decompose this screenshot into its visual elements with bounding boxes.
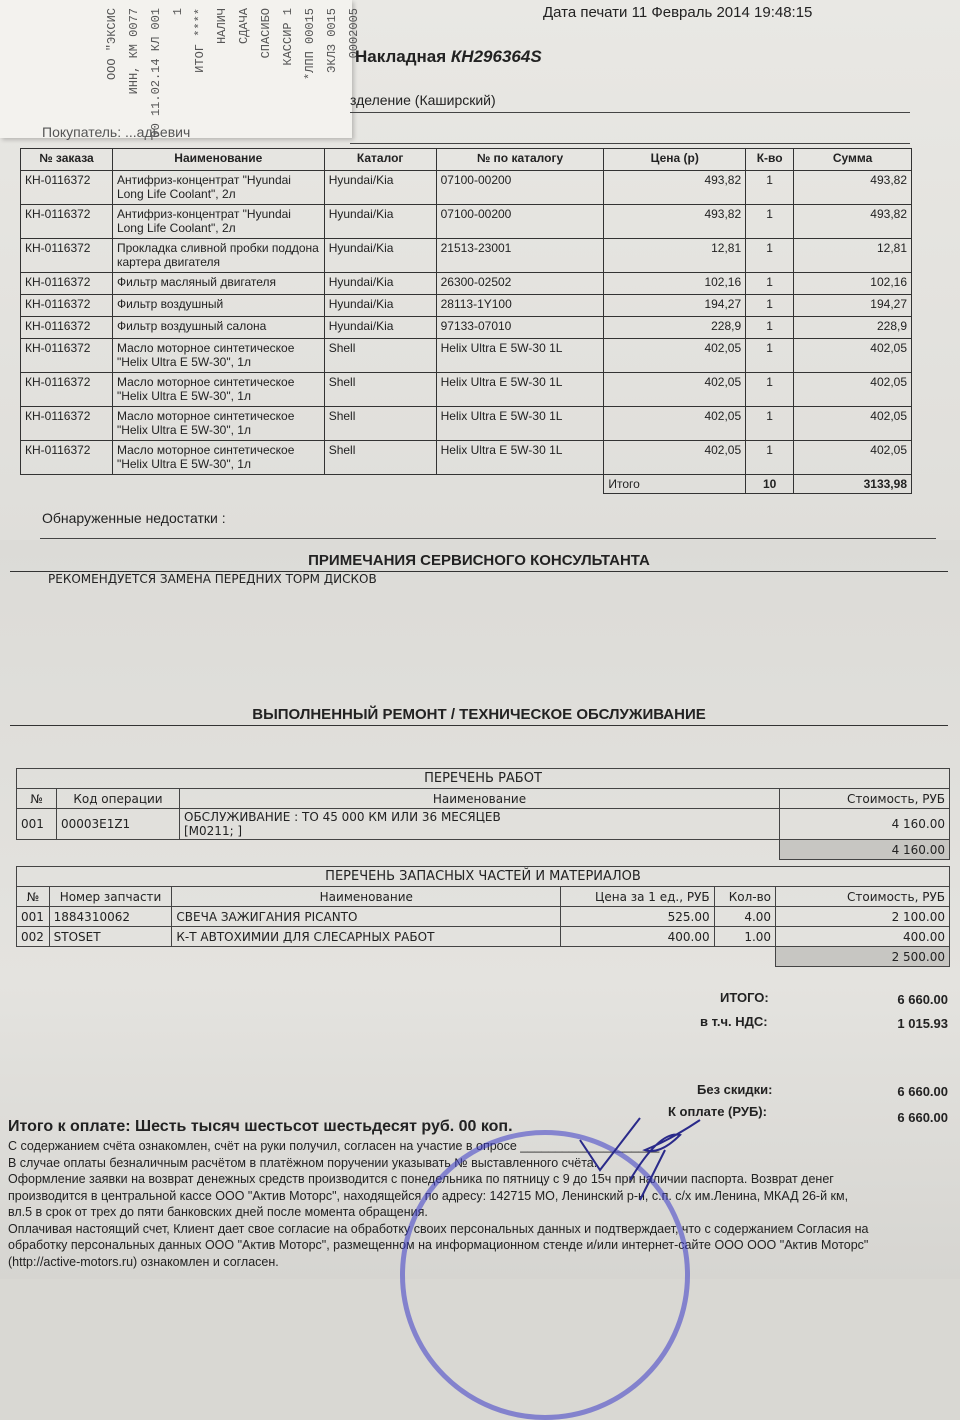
parts-column-header: Наименование (172, 887, 561, 907)
receipt-line: НАЛИЧ (215, 8, 229, 45)
catalog: Hyundai/Kia (324, 295, 436, 317)
col-cost: Стоимость, РУБ (780, 789, 950, 809)
unit-price: 400.00 (561, 927, 714, 947)
price: 493,82 (604, 205, 746, 239)
footer-line: вл.5 в срок от трех до пяти банковских дней после момента обращения. (8, 1205, 428, 1219)
parts-row (17, 907, 950, 927)
defects-label: Обнаруженные недостатки : (42, 510, 226, 526)
qty: 4.00 (714, 907, 775, 927)
invoice-title (355, 47, 542, 67)
column-header: Цена (р) (604, 149, 746, 171)
column-header: Сумма (794, 149, 912, 171)
item-name: Масло моторное синтетическое "Helix Ultra E 5W-30", 1л (112, 373, 324, 407)
item-name: Антифриз-концентрат "Hyundai Long Life Coolant", 2л (112, 171, 324, 205)
footer-line: производится в центральной кассе ООО "Актив Моторс", находящейся по адресу: 142715 МО, Ленинский р-н, с.п. с/х им.Ленина, МКАД 26-й км, (8, 1188, 849, 1203)
title-label: Накладная (355, 47, 451, 66)
catalog: Hyundai/Kia (324, 317, 436, 339)
invoice-row (21, 441, 912, 475)
division: зделение (Каширский) (350, 92, 496, 108)
qty: 1 (746, 273, 794, 295)
item-name: Масло моторное синтетическое "Helix Ultra E 5W-30", 1л (112, 441, 324, 475)
catalog: Shell (324, 441, 436, 475)
parts-subtotal: 2 500.00 (776, 947, 950, 967)
col-no: № (17, 789, 57, 809)
price: 102,16 (604, 273, 746, 295)
col-code: Код операции (56, 789, 179, 809)
invoice-row (21, 273, 912, 295)
catalog: Hyundai/Kia (324, 205, 436, 239)
catalog-no: 26300-02502 (436, 273, 604, 295)
order-no: КН-0116372 (21, 441, 113, 475)
part-no: 002 (17, 927, 50, 947)
works-subtotal: 4 160.00 (780, 840, 950, 860)
catalog-no: 21513-23001 (436, 239, 604, 273)
unit-price: 525.00 (561, 907, 714, 927)
total-value: 6 660.00 (897, 992, 948, 1007)
cost: 2 100.00 (776, 907, 950, 927)
column-header: № по каталогу (436, 149, 604, 171)
footer-line: В случае оплаты безналичным расчётом в платёжном поручении указывать № выставленного счёта. (8, 1155, 598, 1170)
footer-line: Оплачивая настоящий счет, Клиент дает свое согласие на обработку своих персональных данных и подтверждает, что с содержанием Согласия на (8, 1221, 869, 1236)
consultant-note: РЕКОМЕНДУЕТСЯ ЗАМЕНА ПЕРЕДНИХ ТОРМ ДИСКОВ (48, 572, 377, 586)
sum: 102,16 (794, 273, 912, 295)
cost: 400.00 (776, 927, 950, 947)
sum: 402,05 (794, 373, 912, 407)
total-label: Итого (604, 475, 746, 494)
work-cost: 4 160.00 (780, 809, 950, 840)
receipt-line: ИТОГ **** (193, 8, 207, 73)
catalog-no: 07100-00200 (436, 171, 604, 205)
order-no: КН-0116372 (21, 295, 113, 317)
qty: 1.00 (714, 927, 775, 947)
parts-column-header: Номер запчасти (49, 887, 172, 907)
total-qty: 10 (746, 475, 794, 494)
print-date: Дата печати 11 Февраль 2014 19:48:15 (543, 4, 813, 21)
qty: 1 (746, 205, 794, 239)
buyer: Покупатель: ...адьевич (42, 124, 191, 140)
qty: 1 (746, 239, 794, 273)
part-name: К-Т АВТОХИМИИ ДЛЯ СЛЕСАРНЫХ РАБОТ (172, 927, 561, 947)
price: 493,82 (604, 171, 746, 205)
order-no: КН-0116372 (21, 171, 113, 205)
item-name: Прокладка сливной пробки поддона картера двигателя (112, 239, 324, 273)
price: 402,05 (604, 373, 746, 407)
receipt-line: 0002005 (347, 8, 361, 59)
repair-heading: ВЫПОЛНЕННЫЙ РЕМОНТ / ТЕХНИЧЕСКОЕ ОБСЛУЖИВАНИЕ (10, 704, 948, 726)
invoice-row (21, 171, 912, 205)
catalog-no: Helix Ultra E 5W-30 1L (436, 339, 604, 373)
order-no: КН-0116372 (21, 407, 113, 441)
invoice-row (21, 295, 912, 317)
part-number: STOSET (49, 927, 172, 947)
column-header: Наименование (112, 149, 324, 171)
parts-column-header: № (17, 887, 50, 907)
order-no: КН-0116372 (21, 239, 113, 273)
item-name: Фильтр воздушный (112, 295, 324, 317)
work-name: ОБСЛУЖИВАНИЕ : ТО 45 000 КМ ИЛИ 36 МЕСЯЦЕВ [M0211; ] (180, 809, 780, 840)
qty: 1 (746, 407, 794, 441)
column-header: Каталог (324, 149, 436, 171)
item-name: Масло моторное синтетическое "Helix Ultra E 5W-30", 1л (112, 407, 324, 441)
receipt-line: ИНН, КМ 0077 (127, 8, 141, 95)
pay-value: 6 660.00 (897, 1110, 948, 1125)
footer-line: Оформление заявки на возврат денежных средств производится с понедельника по пятницу с 9 до 15ч при наличии паспорта. Возврат денег (8, 1172, 834, 1186)
catalog-no: 07100-00200 (436, 205, 604, 239)
footer-line: обработку персональных данных ООО "Актив Моторс", размещенном на информационном стенде и/или интернет-сайте ООО ООО "Актив Моторс" (8, 1238, 869, 1252)
item-name: Фильтр масляный двигателя (112, 273, 324, 295)
qty: 1 (746, 373, 794, 407)
parts-row (17, 927, 950, 947)
invoice-number: КН296364S (450, 47, 542, 66)
consultant-heading: ПРИМЕЧАНИЯ СЕРВИСНОГО КОНСУЛЬТАНТА (10, 550, 948, 572)
catalog: Shell (324, 407, 436, 441)
receipt-line: ЭКЛЗ 0015 (325, 8, 339, 73)
qty: 1 (746, 171, 794, 205)
catalog-no: 28113-1Y100 (436, 295, 604, 317)
order-no: КН-0116372 (21, 317, 113, 339)
parts-heading: ПЕРЕЧЕНЬ ЗАПАСНЫХ ЧАСТЕЙ И МАТЕРИАЛОВ (17, 867, 950, 887)
works-table (16, 768, 950, 860)
footer-line: (http://active-motors.ru) ознакомлен и согласен. (8, 1254, 279, 1269)
works-heading: ПЕРЕЧЕНЬ РАБОТ (17, 769, 950, 789)
item-name: Фильтр воздушный салона (112, 317, 324, 339)
work-row (17, 809, 950, 840)
nodiscount-value: 6 660.00 (897, 1084, 948, 1099)
column-header: К-во (746, 149, 794, 171)
catalog: Hyundai/Kia (324, 273, 436, 295)
column-header: № заказа (21, 149, 113, 171)
qty: 1 (746, 441, 794, 475)
price: 402,05 (604, 339, 746, 373)
parts-table (16, 866, 950, 967)
invoice-row (21, 205, 912, 239)
col-name: Наименование (180, 789, 780, 809)
catalog: Shell (324, 339, 436, 373)
invoice-row (21, 373, 912, 407)
invoice-row (21, 407, 912, 441)
order-no: КН-0116372 (21, 273, 113, 295)
catalog: Hyundai/Kia (324, 171, 436, 205)
catalog-no: 97133-07010 (436, 317, 604, 339)
parts-column-header: Кол-во (714, 887, 775, 907)
invoice-row (21, 317, 912, 339)
price: 12,81 (604, 239, 746, 273)
sum: 402,05 (794, 339, 912, 373)
sum: 493,82 (794, 171, 912, 205)
price: 194,27 (604, 295, 746, 317)
total-sum: 3133,98 (794, 475, 912, 494)
catalog-no: Helix Ultra E 5W-30 1L (436, 441, 604, 475)
price: 402,05 (604, 407, 746, 441)
parts-column-header: Цена за 1 ед., РУБ (561, 887, 714, 907)
sum: 12,81 (794, 239, 912, 273)
vat-value: 1 015.93 (897, 1016, 948, 1031)
work-code: 00003E1Z1 (56, 809, 179, 840)
catalog-no: Helix Ultra E 5W-30 1L (436, 373, 604, 407)
amount-in-words: Итого к оплате: Шесть тысяч шестьсот шестьдесят руб. 00 коп. (8, 1118, 513, 1135)
price: 228,9 (604, 317, 746, 339)
part-no: 001 (17, 907, 50, 927)
receipt-line: КАССИР 1 (281, 8, 295, 66)
receipt-line: ООО "ЭКСИС (105, 8, 119, 81)
order-no: КН-0116372 (21, 373, 113, 407)
qty: 1 (746, 317, 794, 339)
receipt-line: СПАСИБО (259, 8, 273, 59)
catalog: Hyundai/Kia (324, 239, 436, 273)
sum: 228,9 (794, 317, 912, 339)
signature (570, 1110, 720, 1200)
nodiscount-label: Без скидки: (697, 1082, 773, 1097)
sum: 194,27 (794, 295, 912, 317)
sum: 402,05 (794, 441, 912, 475)
qty: 1 (746, 295, 794, 317)
part-name: СВЕЧА ЗАЖИГАНИЯ PICANTO (172, 907, 561, 927)
item-name: Антифриз-концентрат "Hyundai Long Life Coolant", 2л (112, 205, 324, 239)
invoice-row (21, 339, 912, 373)
part-number: 1884310062 (49, 907, 172, 927)
order-no: КН-0116372 (21, 339, 113, 373)
pay-label: К оплате (РУБ): (668, 1104, 767, 1119)
sum: 402,05 (794, 407, 912, 441)
sum: 493,82 (794, 205, 912, 239)
cash-receipt (0, 0, 361, 138)
vat-label: в т.ч. НДС: (700, 1014, 768, 1029)
catalog: Shell (324, 373, 436, 407)
parts-column-header: Стоимость, РУБ (776, 887, 950, 907)
total-label: ИТОГО: (720, 990, 769, 1005)
footer-line: С содержанием счёта ознакомлен, счёт на руки получил, согласен на участие в опросе ____________________ (8, 1139, 660, 1153)
order-no: КН-0116372 (21, 205, 113, 239)
invoice-table (20, 148, 912, 494)
price: 402,05 (604, 441, 746, 475)
receipt-line: СДАЧА (237, 8, 251, 45)
qty: 1 (746, 339, 794, 373)
invoice-row (21, 239, 912, 273)
receipt-line: 00 11.02.14 КЛ 001 (149, 8, 163, 138)
catalog-no: Helix Ultra E 5W-30 1L (436, 407, 604, 441)
receipt-line: 1 (171, 8, 185, 16)
receipt-line: *ЛПП 00015 (303, 8, 317, 81)
item-name: Масло моторное синтетическое "Helix Ultra E 5W-30", 1л (112, 339, 324, 373)
work-no: 001 (17, 809, 57, 840)
